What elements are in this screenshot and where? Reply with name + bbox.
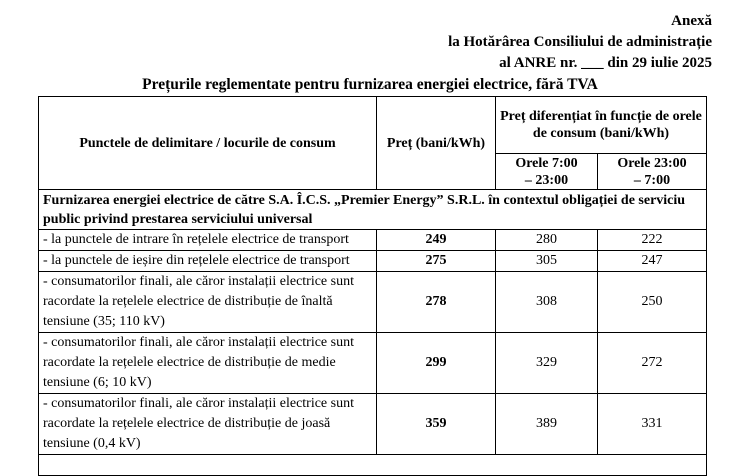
row-price: 275 bbox=[377, 251, 496, 272]
row-price: 299 bbox=[377, 333, 496, 394]
col-header-hours-night: Orele 23:00 – 7:00 bbox=[598, 154, 707, 190]
row-price: 278 bbox=[377, 272, 496, 333]
row-day-price: 329 bbox=[496, 333, 598, 394]
row-desc: - consumatorilor finali, ale căror instalații electrice sunt racordate la rețelele electrice de distribuție de joasă tensiune (0,4 kV) bbox=[39, 394, 377, 455]
annex-number-date: al ANRE nr. ___ din 29 iulie 2025 bbox=[499, 55, 712, 71]
row-day-price: 389 bbox=[496, 394, 598, 455]
row-desc: - consumatorilor finali, ale căror instalații electrice sunt racordate la rețelele electrice de distribuție de medie tensiune (6; 10 kV) bbox=[39, 333, 377, 394]
table-row bbox=[39, 251, 707, 272]
row-night-price: 331 bbox=[598, 394, 707, 455]
annex-decision: la Hotărârea Consiliului de administrație bbox=[448, 34, 712, 50]
annex-header bbox=[448, 11, 712, 74]
row-night-price: 222 bbox=[598, 230, 707, 251]
table-row-cut-off bbox=[39, 455, 707, 476]
row-desc: - consumatorilor finali, ale căror instalații electrice sunt racordate la rețelele electrice de distribuție de înaltă tensiune (35; 110 kV) bbox=[39, 272, 377, 333]
section-label: Furnizarea energiei electrice de către S.A. Î.C.S. „Premier Energy” S.R.L. în contextul obligației de serviciu public privind prestarea serviciului universal bbox=[39, 190, 707, 230]
table-row bbox=[39, 394, 707, 455]
cut-off-cell bbox=[39, 455, 707, 476]
col-header-price: Preț (bani/kWh) bbox=[377, 97, 496, 190]
document-title: Prețurile reglementate pentru furnizarea energiei electrice, fără TVA bbox=[142, 76, 598, 93]
table-row bbox=[39, 333, 707, 394]
row-night-price: 272 bbox=[598, 333, 707, 394]
price-table bbox=[38, 96, 707, 476]
row-desc: - la punctele de intrare în rețelele electrice de transport bbox=[39, 230, 377, 251]
row-night-price: 247 bbox=[598, 251, 707, 272]
row-night-price: 250 bbox=[598, 272, 707, 333]
row-day-price: 308 bbox=[496, 272, 598, 333]
col-header-hours-day: Orele 7:00 – 23:00 bbox=[496, 154, 598, 190]
row-day-price: 305 bbox=[496, 251, 598, 272]
table-row bbox=[39, 272, 707, 333]
col-header-points: Punctele de delimitare / locurile de consum bbox=[39, 97, 377, 190]
section-row bbox=[39, 190, 707, 230]
row-price: 359 bbox=[377, 394, 496, 455]
annex-label: Anexă bbox=[671, 13, 712, 29]
row-day-price: 280 bbox=[496, 230, 598, 251]
row-price: 249 bbox=[377, 230, 496, 251]
col-header-diff: Preț diferențiat în funcție de orele de consum (bani/kWh) bbox=[496, 97, 707, 154]
table-row bbox=[39, 230, 707, 251]
row-desc: - la punctele de ieșire din rețelele electrice de transport bbox=[39, 251, 377, 272]
